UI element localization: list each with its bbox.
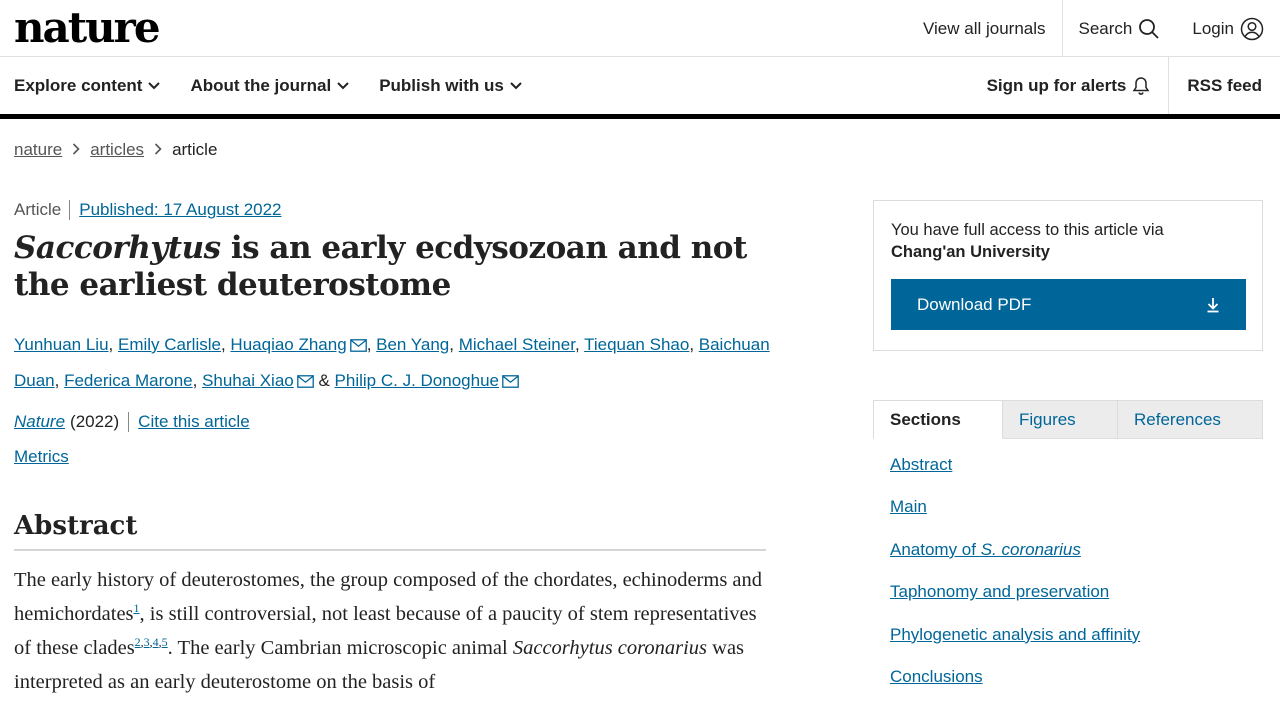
access-box [873, 200, 1263, 351]
login-label: Login [1192, 18, 1234, 38]
chevron-down-icon [148, 82, 160, 90]
tab-figures[interactable]: Figures [1003, 400, 1118, 439]
bell-icon [1132, 76, 1150, 96]
abstract-species: Saccorhytus coronarius [512, 637, 708, 659]
author-link[interactable]: Emily Carlisle [118, 335, 221, 354]
download-pdf-label: Download PDF [917, 294, 1032, 314]
main-nav [0, 57, 1280, 114]
section-taphonomy-link[interactable]: Taphonomy and preservation [890, 582, 1110, 602]
author-link[interactable]: Huaqiao Zhang [230, 335, 347, 354]
chevron-down-icon [510, 82, 522, 90]
section-phylogenetic-link[interactable]: Phylogenetic analysis and affinity [890, 624, 1141, 644]
tab-references[interactable]: References [1118, 400, 1263, 439]
publish-with-us-label: Publish with us [379, 75, 504, 95]
author-link[interactable]: Philip C. J. Donoghue [334, 371, 499, 390]
journal-name-link[interactable]: Nature [14, 412, 66, 431]
author-link[interactable]: Yunhuan Liu [14, 335, 109, 354]
author-link[interactable]: Michael Steiner [458, 335, 575, 354]
explore-content-menu[interactable] [14, 76, 160, 96]
publication-year: (2022) [70, 412, 129, 432]
section-abstract-link[interactable]: Abstract [890, 455, 953, 474]
article-type: Article [14, 200, 70, 220]
search-label: Search [1078, 18, 1133, 38]
citation-line [14, 412, 250, 432]
author-link[interactable]: Baichuan Duan [14, 335, 770, 390]
breadcrumb-nature[interactable]: nature [14, 140, 63, 159]
section-main-link[interactable]: Main [890, 497, 927, 517]
login-button[interactable] [1176, 0, 1280, 57]
about-journal-label: About the journal [190, 75, 332, 95]
search-button[interactable] [1062, 0, 1177, 57]
view-all-journals-label: View all journals [922, 18, 1046, 38]
publish-with-us-menu[interactable] [379, 76, 522, 96]
abstract-text: The early history of deuterostomes, the group composed of the chordates, echinoderms and hemichordates$^1$, is still controversial, not least because of a paucity of stem representatives of these clades$^{2,3,4,5}$. The early Cambrian microscopic animal Saccorhytus coronarius was interpreted as an early deuterostome on the basis of [14, 569, 763, 693]
sidebar-tabs [873, 400, 1263, 439]
nature-logo[interactable]: nature [14, 3, 159, 52]
download-pdf-button[interactable] [891, 279, 1246, 330]
chevron-right-icon [72, 142, 80, 158]
sign-up-alerts-button[interactable] [969, 57, 1169, 114]
section-item [890, 497, 1140, 539]
download-icon [1206, 297, 1220, 313]
header-rule [0, 114, 1280, 119]
article-title [14, 230, 774, 304]
mail-icon[interactable] [350, 330, 367, 364]
author-link[interactable]: Ben Yang [376, 335, 450, 354]
search-icon [1138, 18, 1160, 40]
section-item [890, 625, 1140, 667]
top-right-links [907, 0, 1280, 57]
abstract-part-4: was interpreted as an early deuterostome on the basis of [14, 637, 745, 693]
breadcrumb [14, 140, 217, 160]
reference-5-link[interactable]: 5 [161, 635, 168, 649]
chevron-down-icon [337, 82, 349, 90]
section-item [890, 667, 1140, 701]
mail-icon[interactable] [297, 366, 314, 400]
abstract-part-3: . The early Cambrian microscopic animal [167, 637, 513, 659]
reference-1-link[interactable]: 1 [133, 601, 140, 615]
institution-name: Chang'an University [891, 243, 1050, 261]
user-icon [1240, 17, 1264, 41]
published-date-link[interactable]: Published: 17 August 2022 [79, 200, 282, 219]
rss-feed-link[interactable] [1168, 57, 1280, 114]
rss-feed-label: RSS feed [1187, 75, 1262, 95]
top-header [0, 0, 1280, 57]
section-anatomy-label: Anatomy of [890, 539, 981, 559]
title-genus: Saccorhytus [14, 230, 221, 266]
reference-4-link[interactable]: 4 [152, 635, 159, 649]
author-link[interactable]: Tiequan Shao [584, 335, 690, 354]
article-meta [14, 200, 282, 220]
metrics-link[interactable]: Metrics [14, 447, 69, 466]
reference-2-link[interactable]: 2 [134, 635, 141, 649]
mail-icon[interactable] [502, 366, 519, 400]
about-journal-menu[interactable] [190, 76, 349, 96]
tab-sections[interactable]: Sections [873, 400, 1003, 439]
metrics-link-wrap [14, 447, 69, 467]
section-item [890, 455, 1140, 497]
breadcrumb-article: article [172, 140, 218, 159]
title-rest: is an early ecdysozoan and not the earliest deuterostome [14, 230, 747, 303]
cite-article-link[interactable]: Cite this article [138, 412, 250, 431]
author-link[interactable]: Shuhai Xiao [202, 371, 294, 390]
access-text: You have full access to this article via [891, 221, 1164, 239]
section-list [890, 455, 1140, 701]
abstract-heading: Abstract [14, 511, 766, 551]
section-conclusions-link[interactable]: Conclusions [890, 666, 983, 686]
author-list: Yunhuan Liu, Emily Carlisle, Huaqiao Zhang , Ben Yang, Michael Steiner, Tiequan Shao, Baichuan Duan, Federica Marone, Shuhai Xiao & Philip C. J. Donoghue [14, 328, 774, 400]
abstract-part-1: The early history of deuterostomes, the group composed of the chordates, echinoderms and hemichordates [14, 569, 763, 625]
section-item [890, 582, 1140, 624]
view-all-journals-link[interactable] [907, 0, 1062, 57]
section-anatomy-link[interactable] [890, 540, 1081, 559]
section-item [890, 540, 1140, 582]
breadcrumb-articles[interactable]: articles [90, 140, 145, 159]
author-link[interactable]: Federica Marone [64, 371, 193, 390]
sign-up-alerts-label: Sign up for alerts [986, 75, 1127, 95]
reference-3-link[interactable]: 3 [143, 635, 150, 649]
section-anatomy-species: S. coronarius [980, 539, 1081, 559]
explore-content-label: Explore content [14, 75, 143, 95]
chevron-right-icon [154, 142, 162, 158]
abstract-part-2: , is still controversial, not least because of a paucity of stem representatives of these clades [14, 603, 757, 659]
